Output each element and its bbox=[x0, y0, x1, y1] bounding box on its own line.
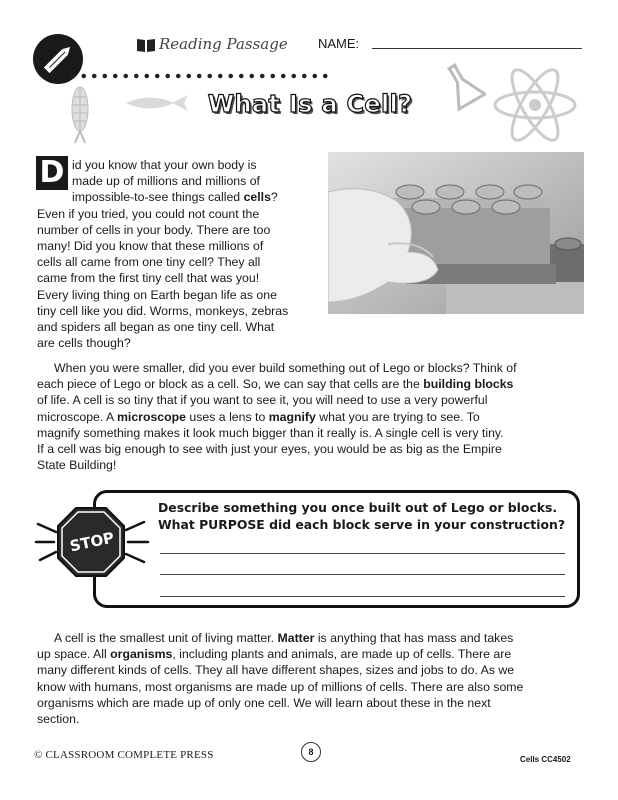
intro-line: came from the first tiny cell that was you! bbox=[37, 271, 260, 286]
atom-icon bbox=[490, 60, 580, 155]
paragraph-line: A cell is the smallest unit of living matter. Matter is anything that has mass and takes bbox=[54, 631, 514, 645]
paragraph-line: know with humans, most organisms are made up of millions of cells. There are also some bbox=[37, 679, 524, 694]
answer-line-2[interactable] bbox=[160, 574, 565, 575]
intro-line: tiny cell like you did. Worms, monkeys, zebras bbox=[37, 303, 289, 318]
answer-line-1[interactable] bbox=[160, 553, 565, 554]
page-title: What Is a Cell? bbox=[207, 90, 413, 118]
paragraph-line: up space. All organisms, including plants and animals, are made up of cells. There are bbox=[37, 647, 512, 662]
name-label: NAME: bbox=[318, 36, 360, 51]
paragraph-line: microscope. A microscope uses a lens to magnify what you are trying to see. To bbox=[37, 409, 480, 424]
dotted-divider bbox=[68, 72, 328, 80]
intro-line: number of cells in your body. There are too bbox=[37, 222, 271, 237]
publisher-logo: © CLASSROOM COMPLETE PRESS bbox=[34, 749, 214, 761]
book-icon bbox=[136, 37, 156, 58]
intro-line: many! Did you know that these millions of bbox=[37, 239, 264, 254]
paragraph-3 bbox=[37, 630, 587, 727]
intro-paragraph bbox=[37, 157, 317, 351]
paragraph-line: many different kinds of cells. They all have different shapes, sizes and jobs to do. As we bbox=[37, 663, 515, 678]
paragraph-line: When you were smaller, did you ever build something out of Lego or blocks? Think of bbox=[54, 361, 517, 375]
paragraph-line: organisms which are made up of only one cell. We will learn about these in the next bbox=[37, 695, 491, 710]
paragraph-line: magnify something makes it look much bigger than it really is. A single cell is very tiny. bbox=[37, 425, 504, 440]
product-code: Cells CC4502 bbox=[520, 755, 571, 764]
intro-line: Even if you tried, you could not count the bbox=[37, 206, 260, 221]
activity-prompt bbox=[158, 499, 578, 533]
intro-line: are cells though? bbox=[37, 336, 131, 351]
stop-label: STOP bbox=[68, 528, 116, 556]
intro-line: made up of millions and millions of bbox=[72, 174, 260, 189]
paragraph-line: section. bbox=[37, 712, 80, 727]
paragraph-line: of life. A cell is so tiny that if you want to see it, you will need to use a very powerful bbox=[37, 393, 488, 408]
intro-line: impossible-to-see things called cells? bbox=[72, 190, 278, 205]
intro-line: and spiders all began as one tiny cell. What bbox=[37, 320, 275, 335]
prompt-line-1: Describe something you once built out of Lego or blocks. bbox=[158, 500, 558, 515]
drop-cap: D bbox=[36, 156, 68, 190]
lego-blocks-photo bbox=[328, 152, 584, 314]
prompt-line-2: What PURPOSE did each block serve in your construction? bbox=[158, 517, 566, 532]
paragraph-line: If a cell was big enough to see with just your eyes, you would be as big as the Empire bbox=[37, 442, 502, 457]
intro-line: cells all came from one tiny cell? They all bbox=[37, 255, 261, 270]
intro-line: id you know that your own body is bbox=[72, 158, 257, 172]
paragraph-line: State Building! bbox=[37, 458, 117, 473]
paragraph-2 bbox=[37, 360, 587, 473]
page-number: 8 bbox=[301, 742, 321, 762]
corn-icon bbox=[66, 83, 94, 150]
name-line[interactable] bbox=[372, 48, 582, 49]
paragraph-line: each piece of Lego or block as a cell. So, we can say that cells are the building blocks bbox=[37, 377, 514, 392]
section-label: Reading Passage bbox=[159, 35, 288, 53]
intro-line: Every living thing on Earth began life as one bbox=[37, 287, 277, 302]
answer-line-3[interactable] bbox=[160, 596, 565, 597]
